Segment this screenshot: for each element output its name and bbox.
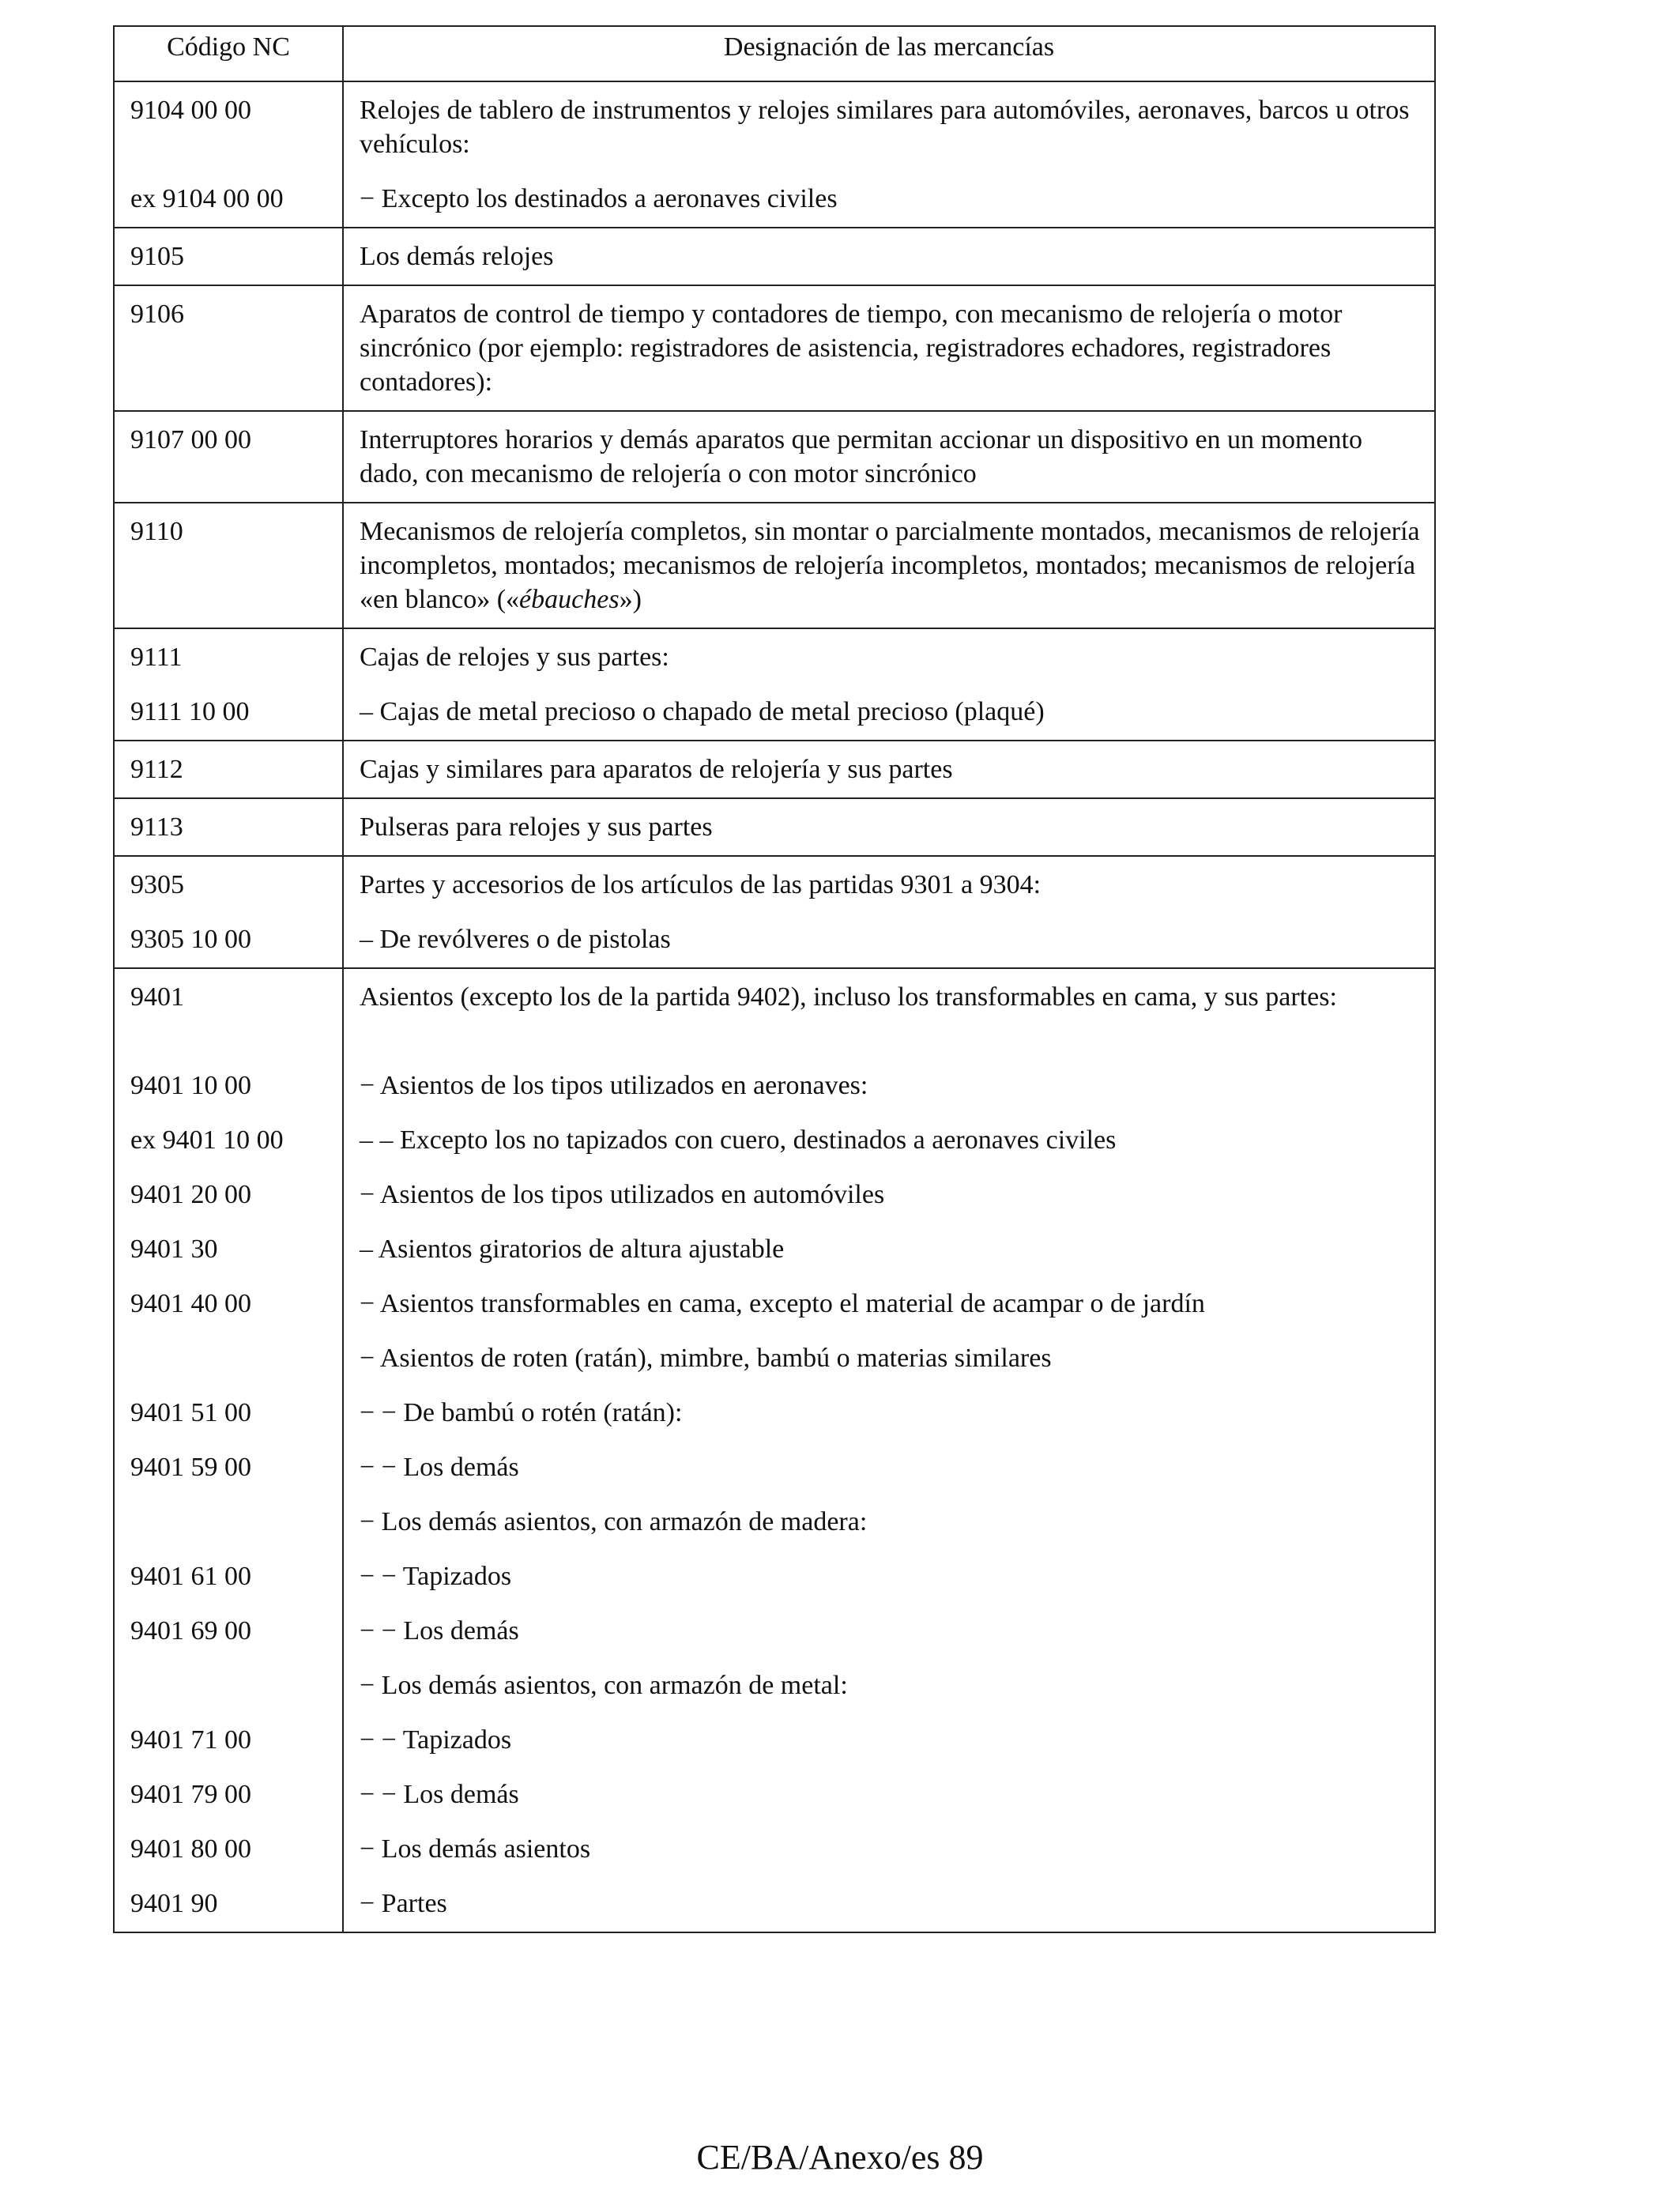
nc-code: 9305 10 00: [130, 925, 251, 954]
nc-code: 9111: [130, 643, 183, 672]
goods-description: [344, 515, 1434, 616]
nc-code: 9401 80 00: [130, 1834, 251, 1864]
goods-description: Cajas de relojes y sus partes:: [360, 643, 669, 672]
goods-description: − − Tapizados: [360, 1725, 512, 1755]
description-cell: [343, 285, 1435, 411]
nc-code: 9104 00 00: [130, 96, 251, 125]
goods-description: Cajas y similares para aparatos de relojería y sus partes: [360, 755, 953, 784]
nc-code: [115, 1341, 342, 1375]
code-cell: [114, 741, 343, 798]
code-cell: [114, 228, 343, 285]
nc-code: 9401 90: [130, 1889, 218, 1918]
table-row: [114, 81, 1435, 228]
code-cell: [114, 856, 343, 968]
goods-description: − − Los demás: [360, 1453, 519, 1482]
table-header-row: [114, 26, 1435, 81]
table-row: [114, 968, 1435, 1932]
nc-code: 9107 00 00: [130, 425, 251, 454]
nc-code: 9111 10 00: [130, 697, 250, 726]
description-cell: [343, 228, 1435, 285]
header-description: Designación de las mercancías: [343, 26, 1435, 81]
goods-description: Asientos (excepto los de la partida 9402), incluso los transformables en cama, y sus partes:: [360, 982, 1337, 1012]
description-cell: [343, 628, 1435, 741]
code-cell: [114, 968, 343, 1932]
goods-description: Pulseras para relojes y sus partes: [360, 812, 713, 842]
nc-code: ex 9401 10 00: [130, 1125, 284, 1155]
nc-code: 9305: [130, 870, 184, 899]
goods-description: − Asientos de los tipos utilizados en automóviles: [360, 1180, 885, 1209]
description-text-end: »): [619, 585, 642, 614]
goods-description: Los demás relojes: [360, 242, 554, 271]
description-cell: [343, 503, 1435, 628]
code-cell: [114, 411, 343, 503]
goods-description: − Partes: [360, 1889, 447, 1918]
goods-description: − − De bambú o rotén (ratán):: [360, 1398, 683, 1427]
goods-description: Interruptores horarios y demás aparatos que permitan accionar un dispositivo en un momento dado, con mecanismo de relojería o con motor sincrónico: [360, 425, 1362, 488]
goods-description: − Asientos de roten (ratán), mimbre, bambú o materias similares: [360, 1344, 1052, 1373]
goods-description: − − Los demás: [360, 1616, 519, 1646]
goods-description: – Asientos giratorios de altura ajustable: [360, 1235, 785, 1264]
nc-code: [115, 1505, 342, 1539]
description-cell: [343, 798, 1435, 856]
nc-code: ex 9104 00 00: [130, 184, 284, 213]
goods-description: − Los demás asientos: [360, 1834, 591, 1864]
table-row: [114, 741, 1435, 798]
description-text: Mecanismos de relojería completos, sin montar o parcialmente montados, mecanismos de relojería incompletos, montados; mecanismos de relojería incompletos, montados; mecanismos de relojería «en blanco» («: [360, 517, 1420, 614]
code-cell: [114, 285, 343, 411]
goods-description: − Asientos de los tipos utilizados en aeronaves:: [360, 1071, 868, 1100]
nc-code: 9401 71 00: [130, 1725, 251, 1755]
nc-code: 9113: [130, 812, 183, 842]
nc-code: 9401: [130, 982, 184, 1012]
description-cell: [343, 741, 1435, 798]
goods-description: Partes y accesorios de los artículos de las partidas 9301 a 9304:: [360, 870, 1042, 899]
nc-code: [115, 1668, 342, 1702]
description-cell: [343, 968, 1435, 1932]
description-cell: [343, 856, 1435, 968]
nc-code: 9106: [130, 300, 184, 329]
table-row: [114, 628, 1435, 741]
goods-description: − − Tapizados: [360, 1562, 512, 1591]
goods-description: – – Excepto los no tapizados con cuero, destinados a aeronaves civiles: [360, 1125, 1117, 1155]
nc-code: 9110: [130, 517, 183, 546]
code-cell: [114, 81, 343, 228]
nc-code: 9401 59 00: [130, 1453, 251, 1482]
description-cell: [343, 81, 1435, 228]
table-row: [114, 503, 1435, 628]
code-cell: [114, 798, 343, 856]
table-body: [114, 81, 1435, 1932]
nc-code-table: [113, 25, 1436, 1933]
nc-code: 9401 51 00: [130, 1398, 251, 1427]
nc-code: 9401 40 00: [130, 1289, 251, 1318]
nc-code: 9112: [130, 755, 183, 784]
table-row: [114, 285, 1435, 411]
page-footer-reference: CE/BA/Anexo/es 89: [696, 2138, 984, 2177]
description-cell: [343, 411, 1435, 503]
goods-description: – De revólveres o de pistolas: [360, 925, 671, 954]
code-cell: [114, 628, 343, 741]
nc-code: 9401 61 00: [130, 1562, 251, 1591]
goods-description: − Excepto los destinados a aeronaves civiles: [360, 184, 838, 213]
goods-description: − Los demás asientos, con armazón de madera:: [360, 1507, 868, 1536]
nc-code: 9105: [130, 242, 184, 271]
goods-description: – Cajas de metal precioso o chapado de metal precioso (plaqué): [360, 697, 1045, 726]
goods-description: Aparatos de control de tiempo y contadores de tiempo, con mecanismo de relojería o motor sincrónico (por ejemplo: registradores de asistencia, registradores echadores, registradores contadores):: [360, 300, 1343, 397]
nc-code: 9401 69 00: [130, 1616, 251, 1646]
code-cell: [114, 503, 343, 628]
nc-code: 9401 30: [130, 1235, 218, 1264]
nc-code: 9401 20 00: [130, 1180, 251, 1209]
goods-description: − Los demás asientos, con armazón de metal:: [360, 1671, 848, 1700]
nc-code: 9401 79 00: [130, 1780, 251, 1809]
goods-description: Relojes de tablero de instrumentos y relojes similares para automóviles, aeronaves, barcos u otros vehículos:: [360, 96, 1410, 159]
goods-description: − − Los demás: [360, 1780, 519, 1809]
table-row: [114, 228, 1435, 285]
table-row: [114, 411, 1435, 503]
table-row: [114, 798, 1435, 856]
goods-description: − Asientos transformables en cama, excepto el material de acampar o de jardín: [360, 1289, 1205, 1318]
header-code: Código NC: [114, 26, 343, 81]
nc-code: 9401 10 00: [130, 1071, 251, 1100]
description-italic-term: ébauches: [519, 585, 620, 614]
table-row: [114, 856, 1435, 968]
